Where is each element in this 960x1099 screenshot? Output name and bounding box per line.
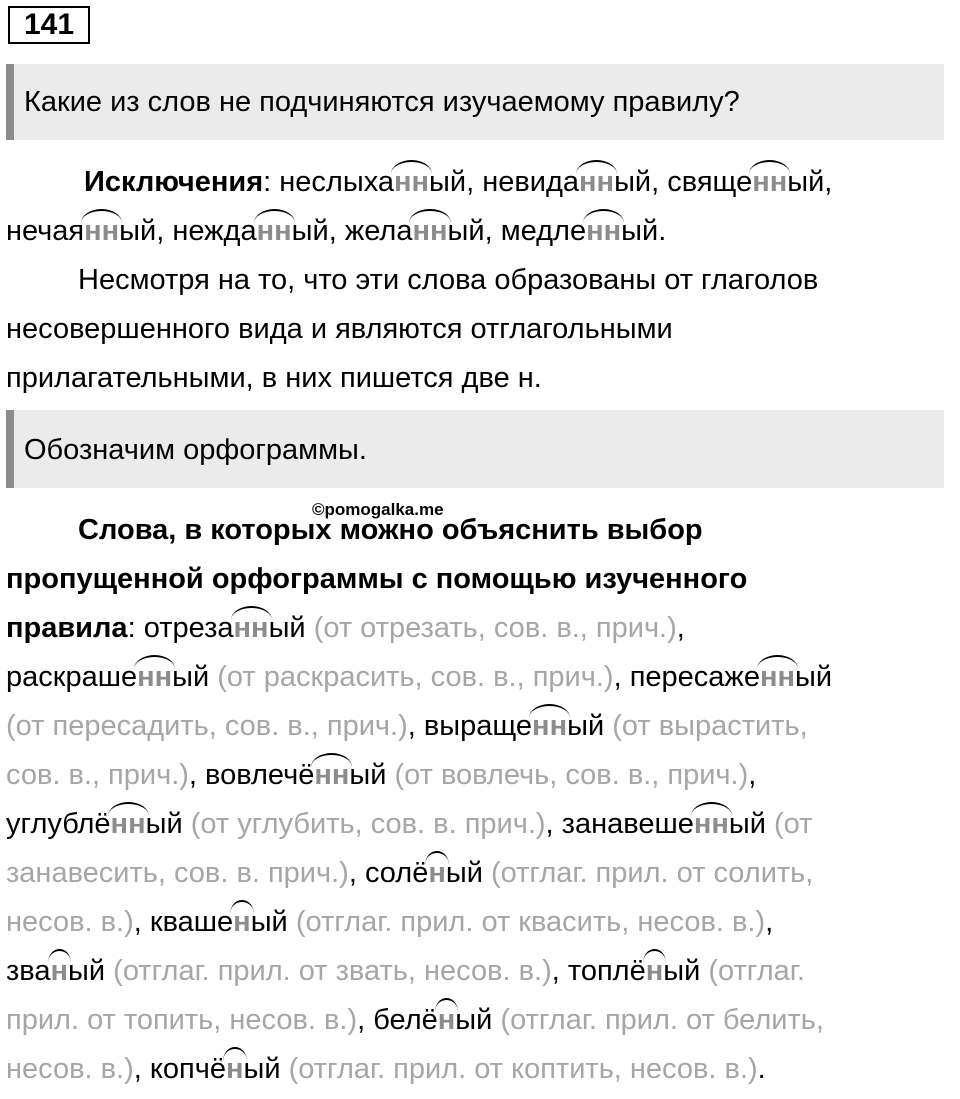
words-intro-line-3: правила [6,612,128,644]
word-item: пересаже нный (от пересадить, сов. в., прич.), [6,661,832,742]
words-paragraph [6,506,956,1094]
word-item: раскраше нный (от раскрасить, сов. в., прич.), [6,661,622,693]
word-item: кваше ный (отглаг. прил. от квасить, несов. в.), [150,906,773,938]
question-2-text: Обозначим орфограммы. [24,434,367,466]
suffix-arc-icon [757,655,798,669]
suffix-arc-icon [108,802,149,816]
colon: : [263,166,272,198]
suffix-arc-icon [576,160,617,174]
words-intro-line-2: пропущенной орфограммы с помощью изученного [6,563,748,595]
question-1-text: Какие из слов не подчиняются изучаемому правилу? [24,86,740,118]
exceptions-label: Исключения [84,166,264,198]
exception-word: нечая нный, [6,215,172,247]
suffix-arc-icon [48,949,72,963]
question-bar-2 [6,410,944,488]
suffix-arc-icon [391,160,432,174]
explanation-line-3: прилагательными, в них пишется две н. [6,362,542,394]
suffix-arc-icon [691,802,732,816]
exception-word: свяще нный, [667,166,832,198]
explanation-line-1: Несмотря на то, что эти слова образованы от глаголов [78,264,819,296]
suffix-arc-icon [643,949,667,963]
suffix-arc-icon [311,753,352,767]
suffix-arc-icon [749,160,790,174]
suffix-arc-icon [254,209,295,223]
suffix-arc-icon [435,998,459,1012]
exception-word: медле нный. [501,215,667,247]
watermark: ©pomogalka.me [312,500,444,519]
word-item: занавеше нный (от занавесить, сов. в. прич.), [6,808,812,889]
suffix-arc-icon [231,606,272,620]
word-item: углублё нный (от углубить, сов. в. прич.), [6,808,554,840]
suffix-arc-icon [409,209,450,223]
suffix-arc-icon [223,1047,247,1061]
word-item: солё ный (отглаг. прил. от солить, несов. в.), [6,857,813,938]
exceptions-paragraph [6,158,956,403]
word-item: копчё ный (отглаг. прил. от коптить, несов. в.). [150,1053,766,1085]
explanation-line-2: несовершенного вида и являются отглагольными [6,313,673,345]
exception-word: невида нный, [482,166,667,198]
exception-word: жела нный, [345,215,501,247]
words-intro-line-1: Слова, в которых можно объяснить выбор [78,514,703,546]
exception-word: нежда нный, [172,215,345,247]
suffix-arc-icon [134,655,175,669]
suffix-arc-icon [529,704,570,718]
word-item: белё ный (отглаг. прил. от белить, несов. в.), [6,1004,824,1085]
colon: : [127,612,136,644]
exercise-number: 141 [8,6,90,44]
exception-word: неслыха нный, [279,166,482,198]
suffix-arc-icon [230,900,254,914]
question-bar-1 [6,64,944,140]
word-item: отреза нный (от отрезать, сов. в., прич.), [144,612,685,644]
word-item: топлё ный (отглаг. прил. от топить, несов. в.), [6,955,805,1036]
word-item: выраще нный (от вырастить, сов. в., прич.), [6,710,808,791]
word-item: зва ный (отглаг. прил. от звать, несов. в.), [6,955,560,987]
word-item: вовлечё нный (от вовлечь, сов. в., прич.), [205,759,756,791]
suffix-arc-icon [583,209,624,223]
suffix-arc-icon [425,851,449,865]
suffix-arc-icon [81,209,122,223]
